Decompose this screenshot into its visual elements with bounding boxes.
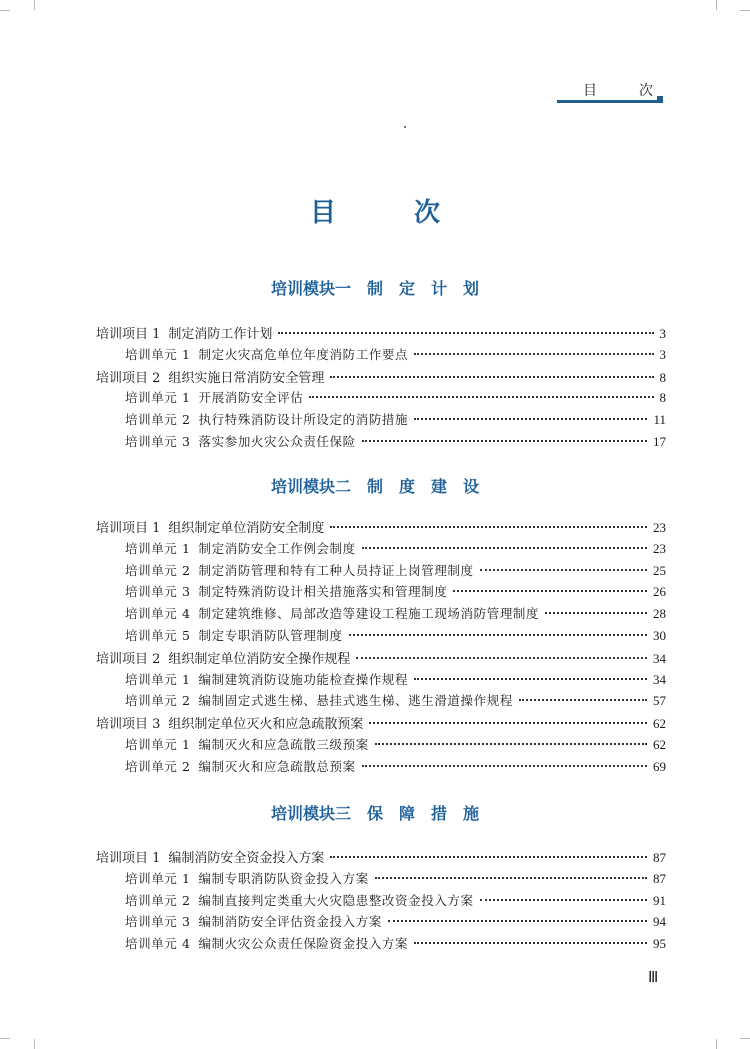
leader-dots bbox=[309, 396, 653, 398]
toc-entry-text: 制定消防工作计划 bbox=[168, 327, 273, 342]
toc-entry-page: 11 bbox=[653, 412, 666, 428]
leader-dots bbox=[362, 440, 647, 442]
toc-unit-entry[interactable] bbox=[125, 757, 666, 777]
toc-entry-code: 培训单元 4 bbox=[125, 606, 191, 622]
toc-entry-label bbox=[125, 757, 356, 775]
header-rule-end bbox=[657, 96, 663, 103]
toc-entry-page: 3 bbox=[659, 346, 666, 362]
toc-unit-entry[interactable] bbox=[125, 934, 666, 954]
toc-entry-code: 培训项目 1 bbox=[96, 851, 161, 866]
toc-entry-code: 培训单元 1 bbox=[125, 870, 191, 886]
toc-entry-text: 落实参加火灾公众责任保险 bbox=[198, 434, 356, 449]
toc-project-entry[interactable] bbox=[96, 648, 666, 668]
running-header bbox=[557, 80, 663, 100]
leader-dots bbox=[414, 942, 647, 944]
toc-entry-code: 培训项目 1 bbox=[96, 327, 161, 342]
toc-entry-label bbox=[96, 323, 272, 342]
toc-unit-entry[interactable] bbox=[125, 604, 666, 624]
leader-dots bbox=[375, 743, 647, 745]
toc-entry-label bbox=[96, 713, 363, 732]
crop-mark-bottom-right bbox=[740, 1038, 750, 1039]
toc-entry-code: 培训单元 2 bbox=[125, 892, 191, 908]
toc-entry-code: 培训项目 3 bbox=[96, 717, 161, 733]
leader-dots bbox=[480, 569, 647, 571]
crop-mark-bottom-left-v bbox=[34, 1039, 35, 1049]
toc-entry-label bbox=[125, 561, 474, 579]
toc-entry-text: 执行特殊消防设计所设定的消防措施 bbox=[198, 412, 409, 428]
module-title: 培训模块一 制 定 计 划 bbox=[270, 279, 479, 298]
toc-entry-text: 开展消防安全评估 bbox=[198, 390, 304, 406]
toc-entry-code: 培训单元 5 bbox=[125, 628, 191, 643]
toc-entry-text: 组织制定单位消防安全操作规程 bbox=[168, 651, 351, 667]
toc-entry-page: 30 bbox=[653, 628, 666, 643]
toc-entry-page: 95 bbox=[653, 936, 666, 952]
leader-dots bbox=[330, 856, 647, 858]
toc-project-entry[interactable] bbox=[96, 713, 666, 733]
leader-dots bbox=[330, 526, 647, 528]
toc-unit-entry[interactable] bbox=[125, 432, 666, 452]
toc-entry-text: 编制火灾公众责任保险资金投入方案 bbox=[198, 936, 409, 952]
toc-entry-page: 3 bbox=[659, 326, 666, 341]
toc-entry-text: 制定消防管理和特有工种人员持证上岗管理制度 bbox=[198, 562, 474, 578]
toc-entry-text: 编制固定式逃生梯、悬挂式逃生梯、逃生滑道操作规程 bbox=[198, 693, 513, 709]
page-title-char-2: 次 bbox=[414, 198, 441, 228]
toc-unit-entry[interactable] bbox=[125, 735, 666, 755]
toc-entry-label bbox=[125, 626, 343, 644]
crop-mark-top-left bbox=[0, 10, 10, 11]
module-title: 培训模块二 制 度 建 设 bbox=[270, 477, 479, 496]
toc-entry-text: 组织制定单位灭火和应急疏散预案 bbox=[168, 717, 364, 733]
toc-entry-text: 制定特殊消防设计相关措施落实和管理制度 bbox=[198, 584, 448, 600]
toc-entry-code: 培训单元 2 bbox=[125, 693, 191, 709]
toc-entry-code: 培训单元 3 bbox=[125, 584, 191, 600]
toc-entry-label bbox=[125, 539, 356, 557]
toc-entry-text: 制定消防安全工作例会制度 bbox=[198, 540, 356, 556]
toc-unit-entry[interactable] bbox=[125, 869, 666, 889]
toc-entry-page: 94 bbox=[653, 914, 666, 930]
toc-unit-entry[interactable] bbox=[125, 410, 666, 430]
leader-dots bbox=[362, 547, 647, 549]
leader-dots bbox=[414, 418, 647, 420]
toc-unit-entry[interactable] bbox=[125, 912, 666, 932]
toc-entry-text: 编制专职消防队资金投入方案 bbox=[198, 870, 369, 886]
toc-entry-text: 编制灭火和应急疏散三级预案 bbox=[198, 737, 369, 752]
module-title: 培训模块三 保 障 措 施 bbox=[270, 804, 479, 823]
toc-entry-page: 28 bbox=[653, 606, 666, 622]
toc-unit-entry[interactable] bbox=[125, 670, 666, 690]
toc-entry-text: 组织实施日常消防安全管理 bbox=[168, 370, 325, 386]
toc-project-entry[interactable] bbox=[96, 323, 666, 343]
crop-mark-top-left-v bbox=[34, 0, 35, 10]
toc-unit-entry[interactable] bbox=[125, 691, 666, 711]
toc-entry-label bbox=[96, 367, 324, 386]
toc-entry-code: 培训单元 3 bbox=[125, 434, 191, 449]
toc-entry-page: 8 bbox=[659, 369, 666, 385]
leader-dots bbox=[330, 376, 653, 378]
toc-entry-page: 69 bbox=[653, 758, 666, 774]
crop-mark-top-right bbox=[740, 10, 750, 11]
toc-entry-label bbox=[125, 388, 303, 406]
toc-entry-label bbox=[125, 869, 369, 887]
toc-entry-text: 编制消防安全评估资金投入方案 bbox=[198, 914, 382, 930]
toc-entry-page: 8 bbox=[659, 390, 666, 406]
running-header-char-1: 目 bbox=[583, 83, 597, 99]
toc-entry-label bbox=[125, 691, 513, 709]
toc-project-entry[interactable] bbox=[96, 517, 666, 537]
toc-entry-code: 培训单元 1 bbox=[125, 540, 191, 556]
toc-unit-entry[interactable] bbox=[125, 345, 666, 365]
page-title bbox=[0, 192, 750, 229]
toc-entry-label bbox=[125, 410, 408, 428]
toc-entry-code: 培训单元 1 bbox=[125, 671, 191, 687]
toc-entry-page: 87 bbox=[653, 870, 666, 886]
toc-entry-code: 培训单元 3 bbox=[125, 914, 191, 930]
leader-dots bbox=[414, 353, 653, 355]
toc-entry-page: 91 bbox=[653, 892, 666, 908]
leader-dots bbox=[545, 612, 647, 614]
toc-entry-code: 培训项目 1 bbox=[96, 521, 161, 536]
toc-entry-page: 34 bbox=[653, 650, 666, 666]
toc-entry-page: 62 bbox=[653, 716, 666, 732]
leader-dots bbox=[278, 332, 653, 334]
toc-unit-entry[interactable] bbox=[125, 626, 666, 646]
toc-entry-code: 培训单元 2 bbox=[125, 562, 191, 578]
leader-dots bbox=[480, 899, 647, 901]
toc-entry-text: 制定专职消防队管理制度 bbox=[198, 628, 343, 643]
toc-entry-code: 培训单元 2 bbox=[125, 412, 191, 428]
toc-entry-text: 编制建筑消防设施功能检查操作规程 bbox=[198, 671, 409, 687]
toc-unit-entry[interactable] bbox=[125, 539, 666, 559]
toc-entry-text: 制定建筑维修、局部改造等建设工程施工现场消防管理制度 bbox=[198, 606, 540, 622]
toc-entry-label bbox=[125, 934, 408, 952]
toc-entry-text: 编制直接判定类重大火灾隐患整改资金投入方案 bbox=[198, 892, 474, 908]
toc-entry-page: 57 bbox=[653, 693, 666, 709]
speck bbox=[404, 126, 406, 128]
toc-entry-page: 25 bbox=[653, 562, 666, 578]
page-title-char-1: 目 bbox=[309, 198, 336, 228]
toc-project-entry[interactable] bbox=[96, 367, 666, 387]
leader-dots bbox=[356, 657, 647, 659]
toc-project-entry[interactable] bbox=[96, 847, 666, 867]
toc-unit-entry[interactable] bbox=[125, 561, 666, 581]
toc-entry-label bbox=[125, 735, 369, 753]
toc-entry-label bbox=[96, 847, 324, 866]
toc-entry-label bbox=[125, 345, 408, 363]
header-rule bbox=[557, 100, 663, 103]
toc-entry-label bbox=[125, 432, 356, 450]
toc-entry-code: 培训单元 4 bbox=[125, 936, 191, 952]
toc-entry-code: 培训单元 1 bbox=[125, 390, 191, 406]
page-number: Ⅲ bbox=[648, 970, 659, 986]
leader-dots bbox=[453, 590, 647, 592]
toc-entry-label bbox=[125, 891, 474, 909]
toc-entry-code: 培训单元 1 bbox=[125, 346, 191, 362]
toc-entry-page: 62 bbox=[653, 737, 666, 752]
toc-entry-page: 26 bbox=[653, 584, 666, 600]
leader-dots bbox=[388, 920, 647, 922]
toc-entry-page: 17 bbox=[653, 434, 666, 449]
crop-mark-bottom-right-v bbox=[716, 1039, 717, 1049]
toc-entry-label bbox=[125, 582, 447, 600]
toc-entry-code: 培训项目 2 bbox=[96, 370, 161, 386]
toc-entry-text: 制定火灾高危单位年度消防工作要点 bbox=[198, 346, 409, 362]
toc-entry-label bbox=[125, 912, 382, 930]
toc-entry-page: 23 bbox=[653, 540, 666, 556]
crop-mark-top-right-v bbox=[716, 0, 717, 10]
running-header-char-2: 次 bbox=[639, 83, 653, 99]
toc-entry-page: 87 bbox=[653, 850, 666, 865]
toc-entry-label bbox=[125, 670, 408, 688]
toc-entry-label bbox=[96, 648, 350, 667]
toc-entry-text: 编制灭火和应急疏散总预案 bbox=[198, 758, 356, 774]
toc-entry-text: 组织制定单位消防安全制度 bbox=[168, 521, 325, 536]
leader-dots bbox=[369, 722, 647, 724]
toc-entry-code: 培训单元 1 bbox=[125, 737, 191, 752]
toc-unit-entry[interactable] bbox=[125, 582, 666, 602]
toc-entry-page: 23 bbox=[653, 520, 666, 535]
toc-unit-entry[interactable] bbox=[125, 891, 666, 911]
leader-dots bbox=[349, 634, 647, 636]
toc-entry-code: 培训项目 2 bbox=[96, 651, 161, 667]
crop-mark-bottom-left bbox=[0, 1038, 10, 1039]
toc-entry-label bbox=[96, 517, 324, 536]
toc-entry-page: 34 bbox=[653, 671, 666, 687]
leader-dots bbox=[375, 877, 647, 879]
leader-dots bbox=[362, 765, 647, 767]
toc-entry-text: 编制消防安全资金投入方案 bbox=[168, 851, 325, 866]
toc-entry-label bbox=[125, 604, 539, 622]
toc-unit-entry[interactable] bbox=[125, 388, 666, 408]
toc-entry-code: 培训单元 2 bbox=[125, 758, 191, 774]
running-header-text bbox=[583, 80, 653, 100]
leader-dots bbox=[519, 699, 647, 701]
leader-dots bbox=[414, 678, 647, 680]
